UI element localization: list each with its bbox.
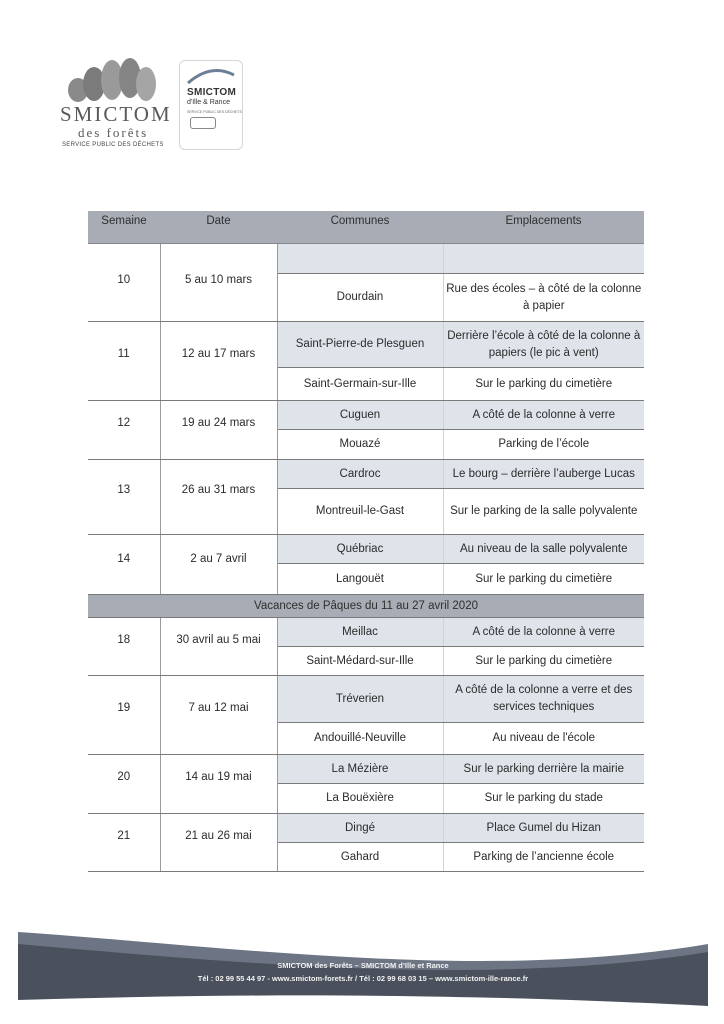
commune-cell: Mouazé <box>277 430 443 460</box>
week-cell: 21 <box>88 814 160 872</box>
commune-cell: Dingé <box>277 814 443 843</box>
commune-cell: Gahard <box>277 843 443 872</box>
location-cell: Sur le parking du stade <box>443 784 644 814</box>
header-week: Semaine <box>88 211 160 244</box>
header-communes: Communes <box>277 211 443 244</box>
location-cell: A côté de la colonne à verre <box>443 401 644 430</box>
smictom-ille-rance-logo <box>179 60 243 150</box>
commune-cell: Langouët <box>277 564 443 595</box>
date-cell: 14 au 19 mai <box>160 755 277 814</box>
page-footer <box>18 930 708 1014</box>
collection-schedule-table <box>88 211 644 872</box>
table-row <box>88 322 644 368</box>
commune-cell: Saint-Pierre-de Plesguen <box>277 322 443 368</box>
week-cell: 12 <box>88 401 160 460</box>
commune-cell: Montreuil-le-Gast <box>277 489 443 535</box>
table-row <box>88 244 644 274</box>
logo-tagline: SERVICE PUBLIC DES DÉCHETS <box>62 142 164 148</box>
date-cell: 19 au 24 mars <box>160 401 277 460</box>
smictom-forets-logo <box>56 58 172 148</box>
table-row <box>88 460 644 489</box>
location-cell: Sur le parking du cimetière <box>443 368 644 401</box>
commune-cell: Cuguen <box>277 401 443 430</box>
holiday-label: Vacances de Pâques du 11 au 27 avril 2020 <box>88 595 644 618</box>
commune-cell: Dourdain <box>277 274 443 322</box>
header-locations: Emplacements <box>443 211 644 244</box>
date-cell: 2 au 7 avril <box>160 535 277 595</box>
location-cell: Sur le parking derrière la mairie <box>443 755 644 784</box>
table-row <box>88 618 644 647</box>
location-cell: Derrière l’école à côté de la colonne à papiers (le pic à vent) <box>443 322 644 368</box>
date-cell: 7 au 12 mai <box>160 676 277 755</box>
trees-icon <box>64 58 160 104</box>
commune-cell: La Mézière <box>277 755 443 784</box>
location-cell: Parking de l’ancienne école <box>443 843 644 872</box>
location-cell <box>443 244 644 274</box>
location-cell: Place Gumel du Hizan <box>443 814 644 843</box>
week-cell: 10 <box>88 244 160 322</box>
date-cell: 21 au 26 mai <box>160 814 277 872</box>
location-cell: Sur le parking du cimetière <box>443 647 644 676</box>
holiday-row <box>88 595 644 618</box>
date-cell: 26 au 31 mars <box>160 460 277 535</box>
logo2-tagline: SERVICE PUBLIC DES DÉCHETS <box>187 110 242 114</box>
footer-contact-line: Tél : 02 99 55 44 97 - www.smictom-forets.fr / Tél : 02 99 68 03 15 – www.smictom-ille-rance.fr <box>197 974 529 983</box>
commune-cell: Meillac <box>277 618 443 647</box>
commune-cell: Saint-Médard-sur-Ille <box>277 647 443 676</box>
location-cell: Au niveau de la salle polyvalente <box>443 535 644 564</box>
week-cell: 19 <box>88 676 160 755</box>
location-cell: A côté de la colonne à verre <box>443 618 644 647</box>
table-header-row <box>88 211 644 244</box>
location-cell: A côté de la colonne a verre et des services techniques <box>443 676 644 723</box>
table-row <box>88 755 644 784</box>
commune-cell: Saint-Germain-sur-Ille <box>277 368 443 401</box>
location-cell: Le bourg – derrière l’auberge Lucas <box>443 460 644 489</box>
commune-cell: Cardroc <box>277 460 443 489</box>
week-cell: 20 <box>88 755 160 814</box>
location-cell: Sur le parking de la salle polyvalente <box>443 489 644 535</box>
commune-cell <box>277 244 443 274</box>
date-cell: 12 au 17 mars <box>160 322 277 401</box>
week-cell: 14 <box>88 535 160 595</box>
footer-org-line: SMICTOM des Forêts – SMICTOM d’Ille et Rance <box>277 961 449 970</box>
table-row <box>88 676 644 723</box>
footer-wave-icon <box>18 930 708 1014</box>
commune-cell: Andouillé-Neuville <box>277 723 443 755</box>
commune-cell: Québriac <box>277 535 443 564</box>
date-cell: 30 avril au 5 mai <box>160 618 277 676</box>
table-row <box>88 814 644 843</box>
commune-cell: La Bouëxière <box>277 784 443 814</box>
location-cell: Sur le parking du cimetière <box>443 564 644 595</box>
logo-name: SMICTOM <box>60 102 172 126</box>
bin-icon <box>190 117 216 129</box>
week-cell: 13 <box>88 460 160 535</box>
week-cell: 18 <box>88 618 160 676</box>
arc-icon <box>186 67 236 85</box>
commune-cell: Tréverien <box>277 676 443 723</box>
location-cell: Au niveau de l'école <box>443 723 644 755</box>
table-row <box>88 401 644 430</box>
table-row <box>88 535 644 564</box>
header-date: Date <box>160 211 277 244</box>
logo-subtitle: des forêts <box>78 125 149 140</box>
date-cell: 5 au 10 mars <box>160 244 277 322</box>
week-cell: 11 <box>88 322 160 401</box>
location-cell: Parking de l’école <box>443 430 644 460</box>
logo2-name: SMICTOM <box>187 87 237 98</box>
logo2-subtitle: d'Ille & Rance <box>187 99 230 106</box>
location-cell: Rue des écoles – à côté de la colonne à papier <box>443 274 644 322</box>
